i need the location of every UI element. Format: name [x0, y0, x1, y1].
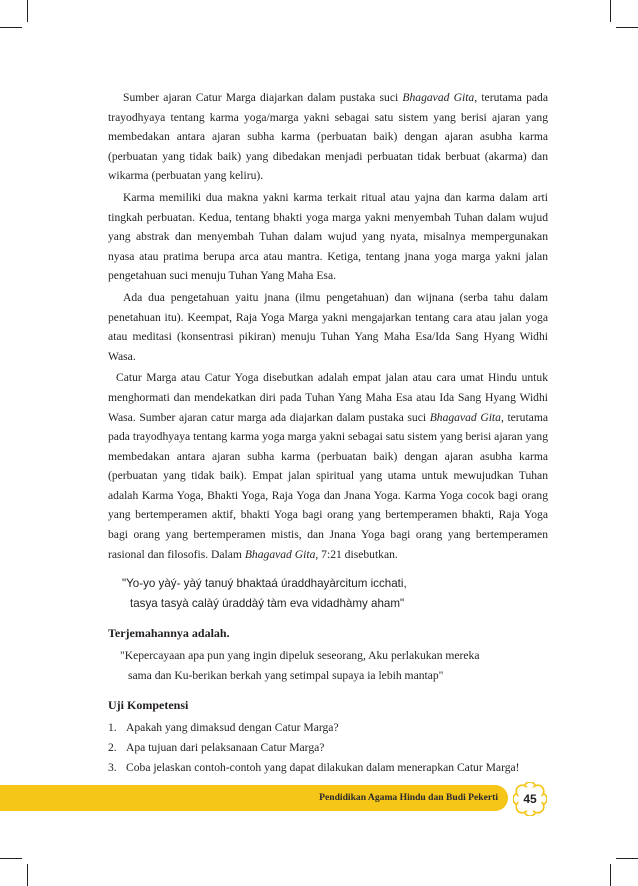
crop-mark [0, 858, 22, 859]
book-title-italic: Bhagavad Gita [429, 410, 501, 424]
item-text: Apakah yang dimaksud dengan Catur Marga? [126, 721, 339, 735]
list-item [108, 758, 548, 778]
competency-list [108, 718, 548, 778]
paragraph-text: , terutama pada trayodhyaya tentang karma yoga/marga yakni sebagai satu sistem yang berisi ajaran yang membedakan antara ajaran subha karma (perbuatan baik) dengan ajaran asubha karma (perbuatan yang tidak baik) yang dibedakan menjadi perbuatan tidak berbuat (akarma) dan wikarma (perbuatan yang keliru). [108, 91, 548, 183]
book-title-italic: Bhagavad Gita [402, 91, 475, 104]
paragraph-3: Ada dua pengetahuan yaitu jnana (ilmu pengetahuan) dan wijnana (serba tahu dalam penetahuan itu). Keempat, Raja Yoga Marga yakni mengajarkan tentang cara atau jalan yoga atau meditasi (konsentrasi pikiran) menuju Tuhan Yang Maha Esa/Ida Sang Hyang Widhi Wasa. [108, 290, 548, 363]
crop-mark [27, 864, 28, 886]
translation-heading: Terjemahannya adalah. [108, 626, 230, 641]
paragraph-4 [108, 368, 548, 564]
list-item [108, 738, 548, 758]
book-title-italic: Bhagavad Gita [244, 547, 316, 561]
item-text: Apa tujuan dari pelaksanaan Catur Marga? [126, 741, 325, 755]
footer-bar [0, 785, 508, 811]
item-text: Coba jelaskan contoh-contoh yang dapat dilakukan dalam menerapkan Catur Marga! [126, 761, 520, 775]
footer-book-title: Pendidikan Agama Hindu dan Budi Pekerti [319, 792, 498, 803]
translation-line-2: sama dan Ku-berikan berkah yang setimpal supaya ia lebih mantap" [128, 669, 444, 683]
item-number: 3. [108, 761, 117, 775]
page-number: 45 [523, 792, 537, 806]
page-content [108, 88, 548, 778]
paragraph-text: , 7:21 disebutkan. [315, 547, 398, 561]
sloka-line-2: tasya tasyà calàý úraddàý tàm eva vidadhàmy aham" [130, 597, 405, 611]
paragraph-text: Catur Marga atau Catur Yoga disebutkan adalah empat jalan atau cara umat Hindu untuk menghormati dan mendekatkan diri pada Tuhan Yang Maha Esa atau Ida Sang Hyang Widhi Wasa. Sumber ajaran catur marga ada diajarkan dalam pustaka suci [108, 371, 548, 424]
paragraph-text: Sumber ajaran Catur Marga diajarkan dalam pustaka suci [123, 91, 403, 104]
translation-line-1: "Kepercayaan apa pun yang ingin dipeluk seseorang, Aku perlakukan mereka [120, 649, 480, 663]
paragraph-text: , terutama pada trayodhyaya tentang karma yoga marga yakni sebagai satu sistem yang berisi ajaran yang membedakan antara ajaran subha karma (perbuatan baik) dengan ajaran asubha karma (perbuatan yang tidak baik). Empat jalan spiritual yang utama untuk mewujudkan Tuhan adalah Karma Yoga, Bhakti Yoga, Raja Yoga dan Jnana Yoga. Karma Yoga cocok bagi orang yang bertemperamen aktif, bhakti Yoga bagi orang yang bertemperamen bhakti, Raja Yoga bagi orang yang bertemperamen mistis, dan Jnana Yoga bagi orang yang bertemperamen rasional dan filosofis. Dalam [108, 410, 548, 561]
paragraph-1 [108, 88, 548, 186]
crop-mark [610, 0, 611, 22]
crop-mark [0, 27, 22, 28]
paragraph-2: Karma memiliki dua makna yakni karma terkait ritual atau yajna dan karma dalam arti tingkah perbuatan. Kedua, tentang bhakti yoga marga yakni menyembah Tuhan dalam wujud yang abstrak dan menyembah Tuhan dalam wujud yang nyata, misalnya mempergunakan nyasa atau pratima berupa arca atau mantra. Ketiga, tentang jnana yoga marga yakni jalan pengetahuan suci menuju Tuhan Yang Maha Esa. [108, 190, 548, 283]
crop-mark [616, 858, 638, 859]
item-number: 2. [108, 741, 117, 755]
crop-mark [27, 0, 28, 22]
crop-mark [616, 27, 638, 28]
page-number-badge [513, 782, 547, 816]
sloka-line-1: "Yo-yo yàý- yàý tanuý bhaktaá úraddhayàrcitum icchati, [122, 577, 407, 591]
sloka-quote [122, 574, 548, 614]
competency-heading: Uji Kompetensi [108, 698, 189, 713]
item-number: 1. [108, 721, 117, 735]
list-item [108, 718, 548, 738]
crop-mark [610, 864, 611, 886]
translation-text [120, 646, 548, 686]
